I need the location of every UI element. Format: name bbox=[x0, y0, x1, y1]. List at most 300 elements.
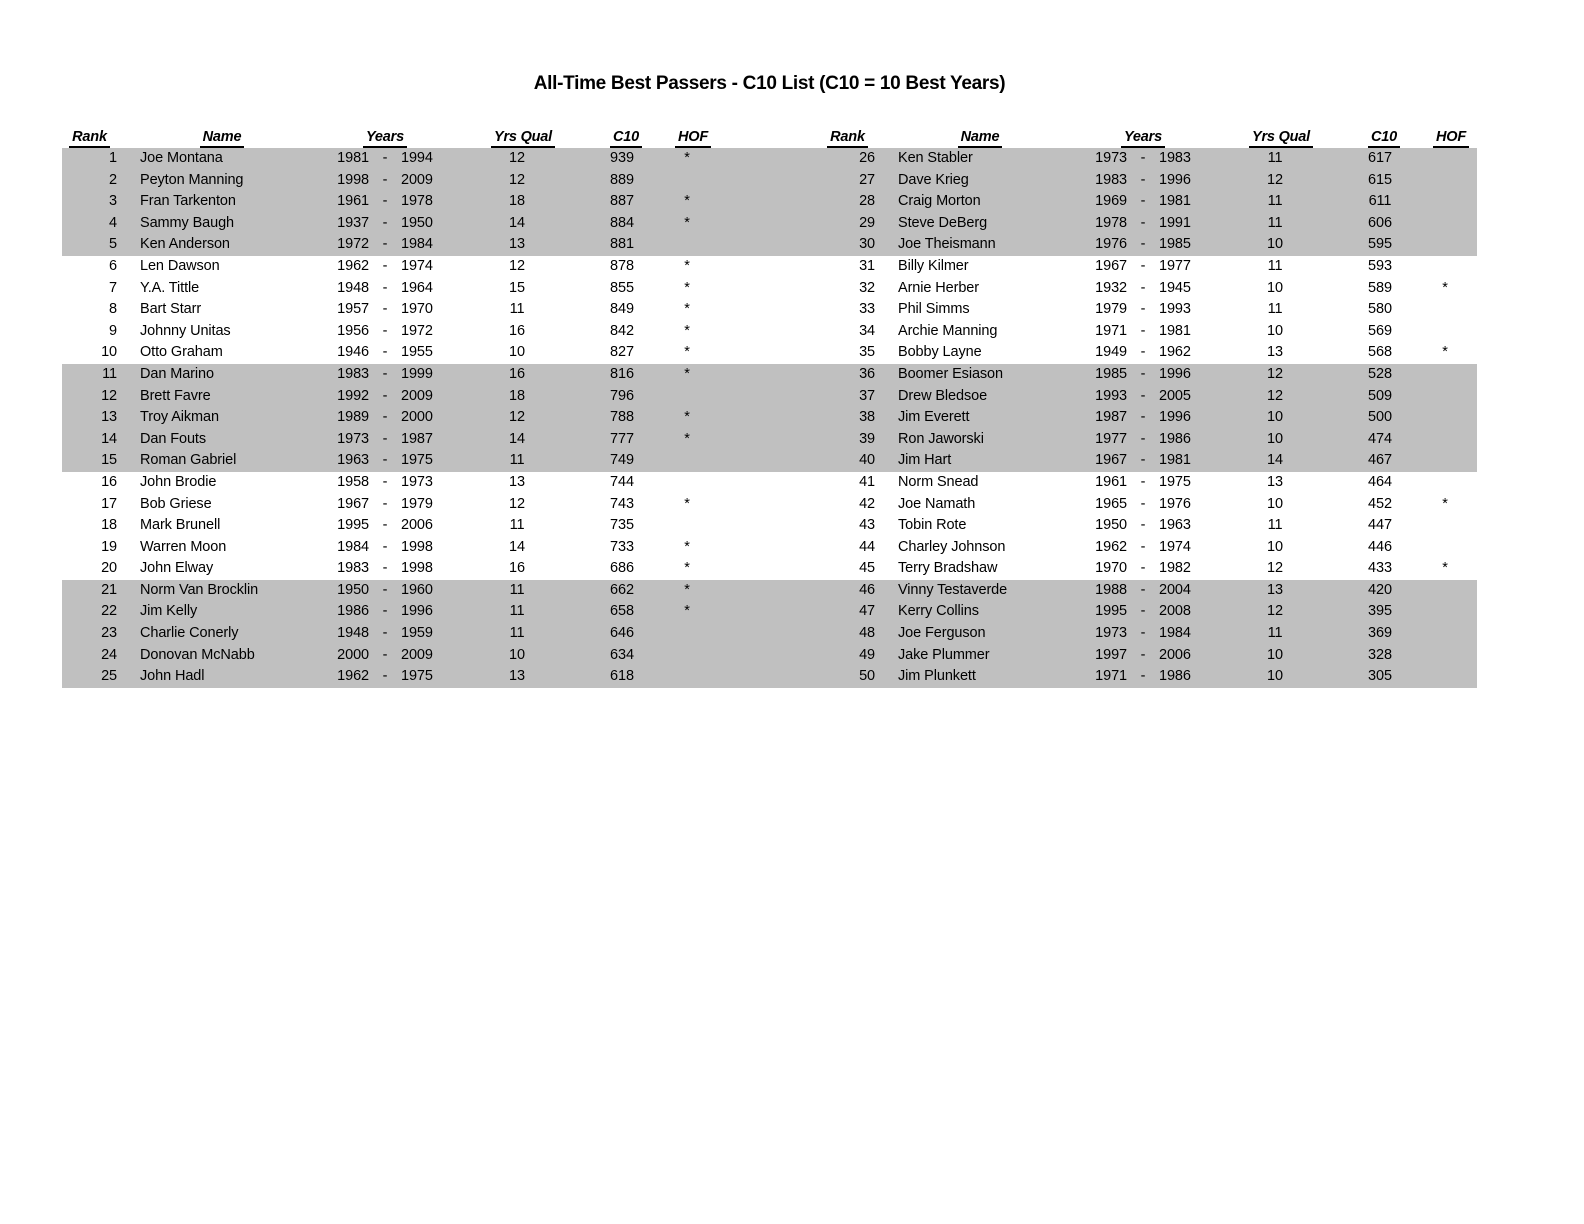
year-from-cell: 1983 bbox=[337, 560, 369, 577]
rank-cell: 5 bbox=[109, 236, 117, 253]
hof-cell bbox=[1415, 537, 1475, 559]
rank-cell: 24 bbox=[101, 646, 117, 663]
year-from-cell: 1962 bbox=[337, 668, 369, 685]
years-separator: - bbox=[1140, 625, 1146, 642]
column-header-years-label: Years bbox=[1121, 129, 1165, 148]
table-row bbox=[820, 407, 1477, 429]
hof-cell bbox=[1415, 213, 1475, 235]
column-header-name bbox=[140, 128, 290, 148]
c10-cell: 796 bbox=[610, 387, 634, 404]
hof-cell bbox=[1415, 645, 1475, 667]
years-separator: - bbox=[1140, 603, 1146, 620]
c10-cell: 447 bbox=[1368, 517, 1392, 534]
rank-cell: 15 bbox=[101, 452, 117, 469]
year-to-cell: 1962 bbox=[1159, 344, 1191, 361]
name-cell: Mark Brunell bbox=[140, 517, 221, 534]
yrs-qual-cell: 10 bbox=[509, 344, 525, 361]
year-from-cell: 1979 bbox=[1095, 301, 1127, 318]
table-body-ranks-1-25 bbox=[62, 148, 820, 688]
rank-cell: 34 bbox=[859, 322, 875, 339]
name-cell: Jim Hart bbox=[898, 452, 952, 469]
name-cell: John Elway bbox=[140, 560, 214, 577]
year-from-cell: 1995 bbox=[337, 517, 369, 534]
yrs-qual-cell: 10 bbox=[1267, 279, 1283, 296]
yrs-qual-cell: 11 bbox=[1267, 257, 1283, 274]
year-from-cell: 1973 bbox=[1095, 625, 1127, 642]
years-separator: - bbox=[382, 603, 388, 620]
table-header-right bbox=[820, 127, 1477, 148]
year-from-cell: 1969 bbox=[1095, 193, 1127, 210]
year-to-cell: 2009 bbox=[401, 646, 433, 663]
column-header-years bbox=[1048, 128, 1205, 148]
year-to-cell: 1996 bbox=[1159, 409, 1191, 426]
table-row bbox=[820, 148, 1477, 170]
hof-cell bbox=[1415, 234, 1475, 256]
name-cell: Fran Tarkenton bbox=[140, 193, 236, 210]
yrs-qual-cell: 13 bbox=[509, 236, 525, 253]
years-separator: - bbox=[382, 214, 388, 231]
name-cell: Norm Snead bbox=[898, 473, 979, 490]
years-separator: - bbox=[382, 193, 388, 210]
name-cell: Donovan McNabb bbox=[140, 646, 255, 663]
c10-cell: 749 bbox=[610, 452, 634, 469]
table-row bbox=[820, 601, 1477, 623]
rank-cell: 42 bbox=[859, 495, 875, 512]
table-row bbox=[62, 472, 820, 494]
rank-cell: 17 bbox=[101, 495, 117, 512]
rank-cell: 32 bbox=[859, 279, 875, 296]
yrs-qual-cell: 11 bbox=[1267, 214, 1283, 231]
hof-cell bbox=[657, 450, 717, 472]
table-row bbox=[62, 170, 820, 192]
year-from-cell: 1961 bbox=[337, 193, 369, 210]
c10-cell: 452 bbox=[1368, 495, 1392, 512]
hof-cell: * bbox=[684, 193, 690, 210]
year-from-cell: 1962 bbox=[337, 257, 369, 274]
year-to-cell: 1963 bbox=[1159, 517, 1191, 534]
name-cell: Troy Aikman bbox=[140, 409, 219, 426]
c10-cell: 686 bbox=[610, 560, 634, 577]
years-separator: - bbox=[382, 279, 388, 296]
yrs-qual-cell: 14 bbox=[509, 214, 525, 231]
hof-cell: * bbox=[684, 365, 690, 382]
years-separator: - bbox=[1140, 452, 1146, 469]
rank-cell: 4 bbox=[109, 214, 117, 231]
yrs-qual-cell: 10 bbox=[1267, 668, 1283, 685]
table-row bbox=[62, 148, 820, 170]
c10-cell: 467 bbox=[1368, 452, 1392, 469]
rank-cell: 22 bbox=[101, 603, 117, 620]
c10-cell: 617 bbox=[1368, 150, 1392, 166]
table-row bbox=[820, 472, 1477, 494]
yrs-qual-cell: 10 bbox=[1267, 409, 1283, 426]
c10-cell: 777 bbox=[610, 430, 634, 447]
c10-cell: 855 bbox=[610, 279, 634, 296]
years-separator: - bbox=[382, 171, 388, 188]
name-cell: Ken Anderson bbox=[140, 236, 230, 253]
hof-cell: * bbox=[684, 603, 690, 620]
year-from-cell: 1963 bbox=[337, 452, 369, 469]
year-from-cell: 1937 bbox=[337, 214, 369, 231]
column-header-c10-label: C10 bbox=[610, 129, 642, 148]
year-to-cell: 1996 bbox=[1159, 365, 1191, 382]
year-from-cell: 1973 bbox=[1095, 150, 1127, 166]
name-cell: Drew Bledsoe bbox=[898, 387, 988, 404]
rank-cell: 25 bbox=[101, 668, 117, 685]
rank-cell: 13 bbox=[101, 409, 117, 426]
table-right-half bbox=[820, 127, 1477, 688]
c10-cell: 580 bbox=[1368, 301, 1392, 318]
table-row bbox=[62, 278, 820, 300]
rank-cell: 6 bbox=[109, 257, 117, 274]
year-to-cell: 1991 bbox=[1159, 214, 1191, 231]
c10-cell: 606 bbox=[1368, 214, 1392, 231]
year-from-cell: 1978 bbox=[1095, 214, 1127, 231]
year-to-cell: 1964 bbox=[401, 279, 433, 296]
year-to-cell: 1976 bbox=[1159, 495, 1191, 512]
table-row bbox=[820, 666, 1477, 688]
hof-cell bbox=[657, 170, 717, 192]
yrs-qual-cell: 11 bbox=[509, 301, 525, 318]
yrs-qual-cell: 12 bbox=[509, 495, 525, 512]
year-from-cell: 1957 bbox=[337, 301, 369, 318]
table-row bbox=[820, 321, 1477, 343]
table-row bbox=[820, 299, 1477, 321]
c10-cell: 939 bbox=[610, 150, 634, 166]
yrs-qual-cell: 13 bbox=[1267, 344, 1283, 361]
name-cell: Terry Bradshaw bbox=[898, 560, 998, 577]
name-cell: Vinny Testaverde bbox=[898, 581, 1008, 598]
table-row bbox=[820, 170, 1477, 192]
rank-cell: 28 bbox=[859, 193, 875, 210]
hof-cell bbox=[657, 623, 717, 645]
table-row bbox=[820, 364, 1477, 386]
c10-cell: 842 bbox=[610, 322, 634, 339]
name-cell: Ken Stabler bbox=[898, 150, 973, 166]
hof-cell: * bbox=[684, 257, 690, 274]
table-row bbox=[62, 342, 820, 364]
c10-cell: 788 bbox=[610, 409, 634, 426]
hof-cell bbox=[1415, 429, 1475, 451]
rank-cell: 39 bbox=[859, 430, 875, 447]
c10-cell: 328 bbox=[1368, 646, 1392, 663]
column-header-yrs-qual-label: Yrs Qual bbox=[491, 129, 555, 148]
years-separator: - bbox=[382, 646, 388, 663]
name-cell: Steve DeBerg bbox=[898, 214, 988, 231]
name-cell: Roman Gabriel bbox=[140, 452, 237, 469]
c10-cell: 528 bbox=[1368, 365, 1392, 382]
column-header-rank bbox=[820, 128, 875, 148]
table-row bbox=[820, 645, 1477, 667]
year-from-cell: 1967 bbox=[1095, 452, 1127, 469]
rank-cell: 21 bbox=[101, 581, 117, 598]
c10-cell: 887 bbox=[610, 193, 634, 210]
rank-cell: 40 bbox=[859, 452, 875, 469]
year-to-cell: 1981 bbox=[1159, 193, 1191, 210]
hof-cell: * bbox=[1442, 495, 1448, 512]
passers-table bbox=[62, 127, 1477, 688]
hof-cell bbox=[1415, 148, 1475, 170]
yrs-qual-cell: 12 bbox=[509, 409, 525, 426]
yrs-qual-cell: 11 bbox=[509, 625, 525, 642]
year-from-cell: 1948 bbox=[337, 279, 369, 296]
year-to-cell: 1993 bbox=[1159, 301, 1191, 318]
year-from-cell: 1965 bbox=[1095, 495, 1127, 512]
years-separator: - bbox=[1140, 193, 1146, 210]
years-separator: - bbox=[1140, 150, 1146, 166]
hof-cell bbox=[1415, 321, 1475, 343]
name-cell: Peyton Manning bbox=[140, 171, 244, 188]
year-to-cell: 1998 bbox=[401, 560, 433, 577]
c10-cell: 733 bbox=[610, 538, 634, 555]
table-row bbox=[62, 580, 820, 602]
name-cell: Warren Moon bbox=[140, 538, 227, 555]
rank-cell: 18 bbox=[101, 517, 117, 534]
table-row bbox=[62, 537, 820, 559]
name-cell: Dan Fouts bbox=[140, 430, 206, 447]
hof-cell: * bbox=[684, 430, 690, 447]
hof-cell bbox=[1415, 580, 1475, 602]
year-from-cell: 1983 bbox=[1095, 171, 1127, 188]
yrs-qual-cell: 11 bbox=[509, 603, 525, 620]
c10-cell: 743 bbox=[610, 495, 634, 512]
hof-cell bbox=[657, 515, 717, 537]
rank-cell: 41 bbox=[859, 473, 875, 490]
year-to-cell: 1974 bbox=[401, 257, 433, 274]
year-from-cell: 1977 bbox=[1095, 430, 1127, 447]
year-to-cell: 1985 bbox=[1159, 236, 1191, 253]
name-cell: Len Dawson bbox=[140, 257, 220, 274]
year-from-cell: 1950 bbox=[1095, 517, 1127, 534]
yrs-qual-cell: 15 bbox=[509, 279, 525, 296]
name-cell: Ron Jaworski bbox=[898, 430, 984, 447]
yrs-qual-cell: 16 bbox=[509, 560, 525, 577]
table-row bbox=[820, 429, 1477, 451]
year-to-cell: 1984 bbox=[401, 236, 433, 253]
column-header-c10 bbox=[1345, 128, 1415, 148]
rank-cell: 26 bbox=[859, 150, 875, 166]
name-cell: Charley Johnson bbox=[898, 538, 1006, 555]
yrs-qual-cell: 12 bbox=[509, 257, 525, 274]
rank-cell: 3 bbox=[109, 193, 117, 210]
table-row bbox=[820, 494, 1477, 516]
c10-cell: 889 bbox=[610, 171, 634, 188]
year-to-cell: 1973 bbox=[401, 473, 433, 490]
rank-cell: 36 bbox=[859, 365, 875, 382]
column-header-rank bbox=[62, 128, 117, 148]
c10-cell: 595 bbox=[1368, 236, 1392, 253]
c10-cell: 634 bbox=[610, 646, 634, 663]
rank-cell: 19 bbox=[101, 538, 117, 555]
name-cell: Jake Plummer bbox=[898, 646, 990, 663]
year-to-cell: 1999 bbox=[401, 365, 433, 382]
table-row bbox=[820, 623, 1477, 645]
year-from-cell: 1971 bbox=[1095, 668, 1127, 685]
rank-cell: 20 bbox=[101, 560, 117, 577]
c10-cell: 884 bbox=[610, 214, 634, 231]
hof-cell bbox=[1415, 170, 1475, 192]
c10-cell: 593 bbox=[1368, 257, 1392, 274]
table-row bbox=[820, 191, 1477, 213]
table-row bbox=[62, 321, 820, 343]
yrs-qual-cell: 12 bbox=[509, 150, 525, 166]
years-separator: - bbox=[382, 668, 388, 685]
years-separator: - bbox=[382, 236, 388, 253]
year-from-cell: 1976 bbox=[1095, 236, 1127, 253]
yrs-qual-cell: 10 bbox=[1267, 646, 1283, 663]
name-cell: Joe Theismann bbox=[898, 236, 996, 253]
year-to-cell: 1955 bbox=[401, 344, 433, 361]
table-row bbox=[62, 515, 820, 537]
hof-cell: * bbox=[684, 344, 690, 361]
hof-cell: * bbox=[684, 581, 690, 598]
hof-cell bbox=[1415, 666, 1475, 688]
years-separator: - bbox=[382, 387, 388, 404]
hof-cell bbox=[1415, 299, 1475, 321]
hof-cell: * bbox=[684, 279, 690, 296]
c10-cell: 662 bbox=[610, 581, 634, 598]
hof-cell: * bbox=[684, 538, 690, 555]
year-from-cell: 1987 bbox=[1095, 409, 1127, 426]
years-separator: - bbox=[382, 322, 388, 339]
years-separator: - bbox=[382, 257, 388, 274]
years-separator: - bbox=[1140, 646, 1146, 663]
column-header-name bbox=[898, 128, 1048, 148]
name-cell: Bob Griese bbox=[140, 495, 212, 512]
column-header-hof-label: HOF bbox=[1433, 129, 1469, 148]
table-row bbox=[62, 494, 820, 516]
table-row bbox=[820, 515, 1477, 537]
year-from-cell: 1962 bbox=[1095, 538, 1127, 555]
yrs-qual-cell: 13 bbox=[1267, 581, 1283, 598]
name-cell: Jim Everett bbox=[898, 409, 970, 426]
table-row bbox=[62, 645, 820, 667]
year-from-cell: 1997 bbox=[1095, 646, 1127, 663]
year-to-cell: 1983 bbox=[1159, 150, 1191, 166]
years-separator: - bbox=[382, 430, 388, 447]
year-from-cell: 1993 bbox=[1095, 387, 1127, 404]
column-header-c10 bbox=[587, 128, 657, 148]
year-from-cell: 1950 bbox=[337, 581, 369, 598]
year-to-cell: 1978 bbox=[401, 193, 433, 210]
rank-cell: 10 bbox=[101, 344, 117, 361]
hof-cell bbox=[1415, 601, 1475, 623]
table-row bbox=[62, 364, 820, 386]
yrs-qual-cell: 13 bbox=[509, 473, 525, 490]
name-cell: Bobby Layne bbox=[898, 344, 982, 361]
year-from-cell: 1967 bbox=[337, 495, 369, 512]
c10-cell: 395 bbox=[1368, 603, 1392, 620]
rank-cell: 35 bbox=[859, 344, 875, 361]
name-cell: Archie Manning bbox=[898, 322, 998, 339]
year-from-cell: 1995 bbox=[1095, 603, 1127, 620]
years-separator: - bbox=[1140, 473, 1146, 490]
years-separator: - bbox=[1140, 344, 1146, 361]
table-row bbox=[62, 256, 820, 278]
year-to-cell: 2009 bbox=[401, 387, 433, 404]
name-cell: Dave Krieg bbox=[898, 171, 969, 188]
hof-cell bbox=[1415, 623, 1475, 645]
rank-cell: 9 bbox=[109, 322, 117, 339]
c10-cell: 509 bbox=[1368, 387, 1392, 404]
year-from-cell: 1946 bbox=[337, 344, 369, 361]
column-header-rank-label: Rank bbox=[827, 129, 868, 148]
yrs-qual-cell: 12 bbox=[1267, 560, 1283, 577]
column-header-c10-label: C10 bbox=[1368, 129, 1400, 148]
yrs-qual-cell: 14 bbox=[509, 430, 525, 447]
table-row bbox=[62, 623, 820, 645]
name-cell: Johnny Unitas bbox=[140, 322, 231, 339]
year-to-cell: 1975 bbox=[1159, 473, 1191, 490]
c10-cell: 569 bbox=[1368, 322, 1392, 339]
name-cell: Brett Favre bbox=[140, 387, 211, 404]
year-to-cell: 1975 bbox=[401, 452, 433, 469]
year-to-cell: 2005 bbox=[1159, 387, 1191, 404]
hof-cell bbox=[657, 234, 717, 256]
table-row bbox=[820, 213, 1477, 235]
name-cell: Charlie Conerly bbox=[140, 625, 239, 642]
yrs-qual-cell: 11 bbox=[1267, 193, 1283, 210]
year-from-cell: 1988 bbox=[1095, 581, 1127, 598]
years-separator: - bbox=[382, 344, 388, 361]
yrs-qual-cell: 10 bbox=[1267, 538, 1283, 555]
rank-cell: 47 bbox=[859, 603, 875, 620]
yrs-qual-cell: 10 bbox=[1267, 322, 1283, 339]
year-from-cell: 1972 bbox=[337, 236, 369, 253]
year-to-cell: 1972 bbox=[401, 322, 433, 339]
name-cell: Sammy Baugh bbox=[140, 214, 234, 231]
name-cell: Jim Plunkett bbox=[898, 668, 976, 685]
table-row bbox=[820, 234, 1477, 256]
yrs-qual-cell: 10 bbox=[509, 646, 525, 663]
column-header-yrs-qual-label: Yrs Qual bbox=[1249, 129, 1313, 148]
rank-cell: 16 bbox=[101, 473, 117, 490]
column-header-rank-label: Rank bbox=[69, 129, 110, 148]
rank-cell: 49 bbox=[859, 646, 875, 663]
year-from-cell: 1986 bbox=[337, 603, 369, 620]
table-row bbox=[62, 386, 820, 408]
years-separator: - bbox=[382, 409, 388, 426]
c10-cell: 420 bbox=[1368, 581, 1392, 598]
c10-cell: 433 bbox=[1368, 560, 1392, 577]
years-separator: - bbox=[1140, 279, 1146, 296]
hof-cell: * bbox=[684, 301, 690, 318]
name-cell: Boomer Esiason bbox=[898, 365, 1003, 382]
hof-cell bbox=[657, 386, 717, 408]
year-to-cell: 1998 bbox=[401, 538, 433, 555]
yrs-qual-cell: 11 bbox=[1267, 150, 1283, 166]
years-separator: - bbox=[382, 560, 388, 577]
years-separator: - bbox=[1140, 581, 1146, 598]
rank-cell: 12 bbox=[101, 387, 117, 404]
year-to-cell: 1996 bbox=[401, 603, 433, 620]
years-separator: - bbox=[1140, 668, 1146, 685]
years-separator: - bbox=[1140, 236, 1146, 253]
c10-cell: 646 bbox=[610, 625, 634, 642]
yrs-qual-cell: 14 bbox=[509, 538, 525, 555]
yrs-qual-cell: 14 bbox=[1267, 452, 1283, 469]
rank-cell: 14 bbox=[101, 430, 117, 447]
year-to-cell: 2006 bbox=[401, 517, 433, 534]
year-to-cell: 1986 bbox=[1159, 668, 1191, 685]
rank-cell: 44 bbox=[859, 538, 875, 555]
rank-cell: 30 bbox=[859, 236, 875, 253]
c10-cell: 735 bbox=[610, 517, 634, 534]
year-from-cell: 1949 bbox=[1095, 344, 1127, 361]
year-to-cell: 1979 bbox=[401, 495, 433, 512]
yrs-qual-cell: 18 bbox=[509, 387, 525, 404]
year-to-cell: 1960 bbox=[401, 581, 433, 598]
